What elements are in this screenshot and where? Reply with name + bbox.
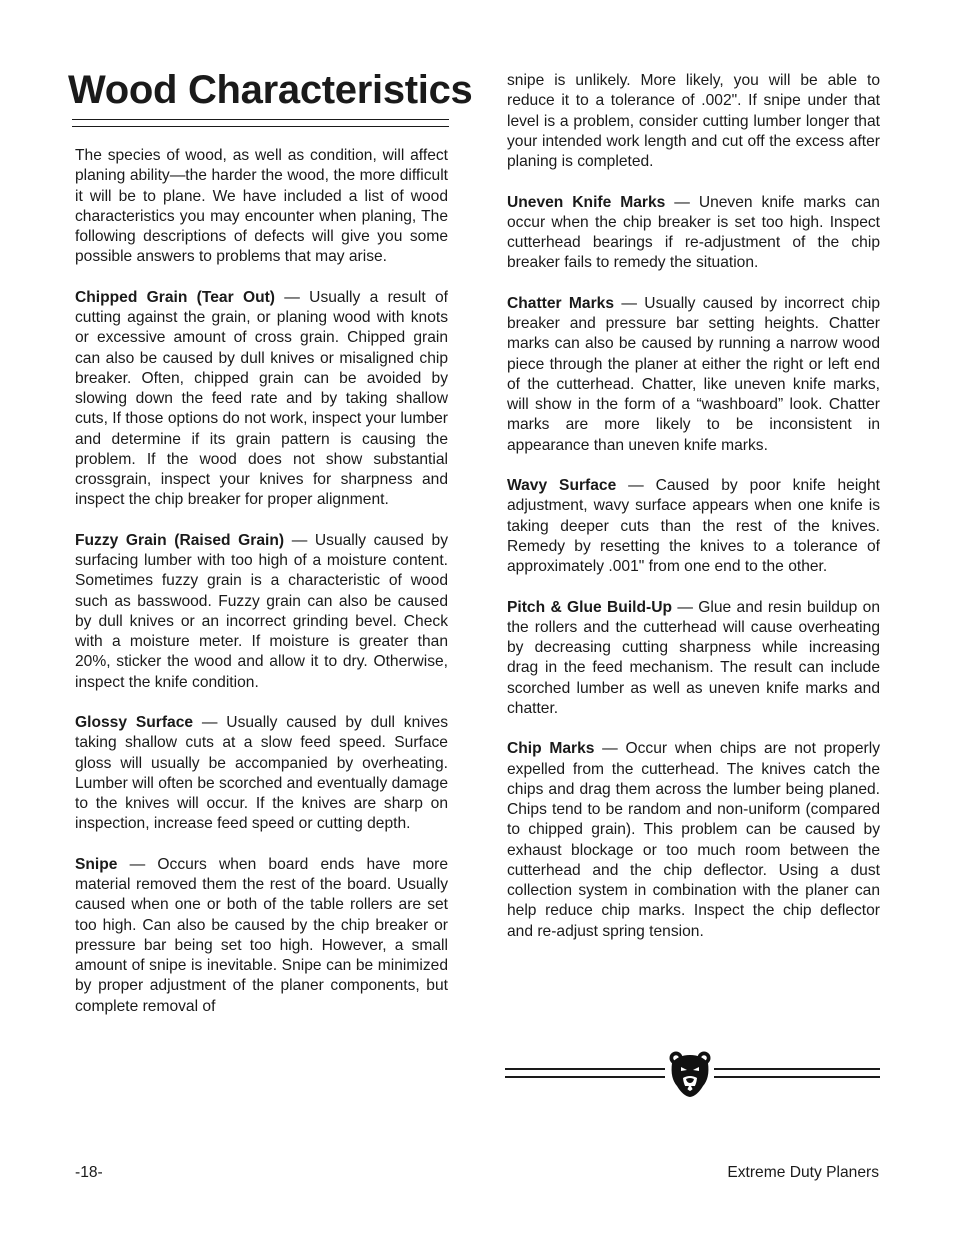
chipped-grain-paragraph	[75, 288, 448, 511]
paragraph-text: — Occurs when board ends have more material removed them the rest of the board. Usually caused when one or both of the table rollers are set too high. Can also be caused by the chip breaker or pressure bar being set too high. However, a small amount of snipe is inevitable. Snipe can be minimized by proper adjustment of the planer components, but complete removal of	[75, 855, 448, 1015]
paragraph-text: — Caused by poor knife height adjustment, wavy surface appears when one knife is taking deeper cuts than the rest of the knives. Remedy by resetting the knives to a tolerance of approximately .001" from one end to the other.	[507, 477, 880, 575]
paragraph-heading: Glossy Surface	[75, 714, 194, 731]
paragraph-heading: Chatter Marks	[507, 294, 615, 312]
paragraph-heading: Chipped Grain (Tear Out)	[75, 288, 275, 306]
paragraph-heading: Snipe	[75, 855, 118, 873]
title-rule-top	[72, 119, 449, 120]
paragraph-heading: Uneven Knife Marks	[507, 193, 666, 211]
snipe-continued-paragraph	[507, 71, 880, 172]
intro-paragraph	[75, 146, 448, 268]
paragraph-heading: Wavy Surface	[507, 477, 617, 494]
paragraph-text: snipe is unlikely. More likely, you will be able to reduce it to a tolerance of .002". If snipe under that level is a problem, consider cutting lumber longer that your intended work length and cut off the excess after planing is completed.	[507, 72, 880, 170]
uneven-knife-marks-paragraph	[507, 193, 880, 274]
end-rule-right-top	[714, 1068, 880, 1070]
paragraph-text: — Usually caused by incorrect chip breaker and pressure bar setting heights. Chatter marks can also be caused by running a narrow wood piece through the planer at either the right or left end of the cutterhead. Chatter, like uneven knife marks, will show in the form of a “washboard” look. Chatter marks are more likely to be inconsistent in appearance than uneven knife marks.	[507, 294, 880, 454]
chip-marks-paragraph	[507, 739, 880, 942]
glossy-surface-paragraph	[75, 713, 448, 835]
right-column	[507, 71, 880, 942]
snipe-paragraph	[75, 855, 448, 1017]
paragraph-text: — Usually caused by dull knives taking shallow cuts at a slow feed speed. Surface gloss will usually be accompanied by overheating. Lumber will often be scorched and eventually damage to the knives will occur. If the knives are sharp on inspection, increase feed speed or cutting depth.	[75, 714, 448, 833]
chatter-marks-paragraph	[507, 294, 880, 456]
paragraph-text: — Usually caused by surfacing lumber with too high of a moisture content. Sometimes fuzzy grain is a characteristic of wood such as basswood. Fuzzy grain can also be caused by dull knives or an incorrect grinding bevel. Check with a moisture meter. If moisture is greater than 20%, sticker the wood and allow it to dry. Otherwise, inspect the knife condition.	[75, 531, 448, 691]
pitch-glue-paragraph	[507, 598, 880, 720]
page-title: Wood Characteristics	[68, 68, 473, 112]
paragraph-text: — Glue and resin buildup on the rollers and the cutterhead will cause overheating by decreasing cutting sharpness while increasing drag in the feed mechanism. The result can include scorched lumber as well as uneven knife marks and chatter.	[507, 598, 881, 717]
paragraph-text: — Usually a result of cutting against the grain, or planing wood with knots or excessive amount of cross grain. Chipped grain can also be caused by dull knives or misaligned chip breaker. Often, chipped grain can be avoided by slowing down the feed rate and by taking shallow cuts, If those options do not work, inspect your lumber and determine if its grain pattern is causing the problem. If the wood does not show substantial crossgrain, inspect your knives for sharpness and inspect the chip breaker for proper alignment.	[75, 288, 448, 509]
paragraph-text: The species of wood, as well as condition, will affect planing ability—the harder the wood, the more difficult it will be to plane. We have included a list of wood characteristics you may encounter when planing, The following descriptions of defects will give you some possible answers to problems that may arise.	[75, 147, 448, 266]
paragraph-heading: Pitch & Glue Build-Up	[507, 598, 673, 616]
end-rule-right-bottom	[714, 1076, 880, 1078]
paragraph-heading: Fuzzy Grain (Raised Grain)	[75, 531, 285, 549]
end-rule-left-bottom	[505, 1076, 665, 1078]
paragraph-text: — Occur when chips are not properly expelled from the cutterhead. The knives catch the chips and drag them across the lumber being planed. Chips tend to be random and non-uniform (compared to chipped grain). This problem can be caused by exhaust blockage or too much room between the cutterhead and the chip deflector. Using a dust collection system in combination with the planer can help reduce chip marks. Inspect the chip deflector and re-adjust spring tension.	[507, 740, 880, 940]
end-rule-left-top	[505, 1068, 665, 1070]
paragraph-heading: Chip Marks	[507, 740, 595, 758]
footer-manual-title: Extreme Duty Planers	[727, 1164, 879, 1181]
paragraph-text: — Uneven knife marks can occur when the chip breaker is set too high. Inspect cutterhead bearings if re-adjustment of the chip breaker fails to remedy the situation.	[507, 193, 880, 272]
left-column	[75, 146, 448, 1017]
page-number: -18-	[75, 1164, 103, 1181]
grizzly-bear-logo-icon	[668, 1050, 712, 1098]
title-rule-bottom	[72, 126, 449, 127]
fuzzy-grain-paragraph	[75, 531, 448, 693]
wavy-surface-paragraph	[507, 476, 880, 577]
